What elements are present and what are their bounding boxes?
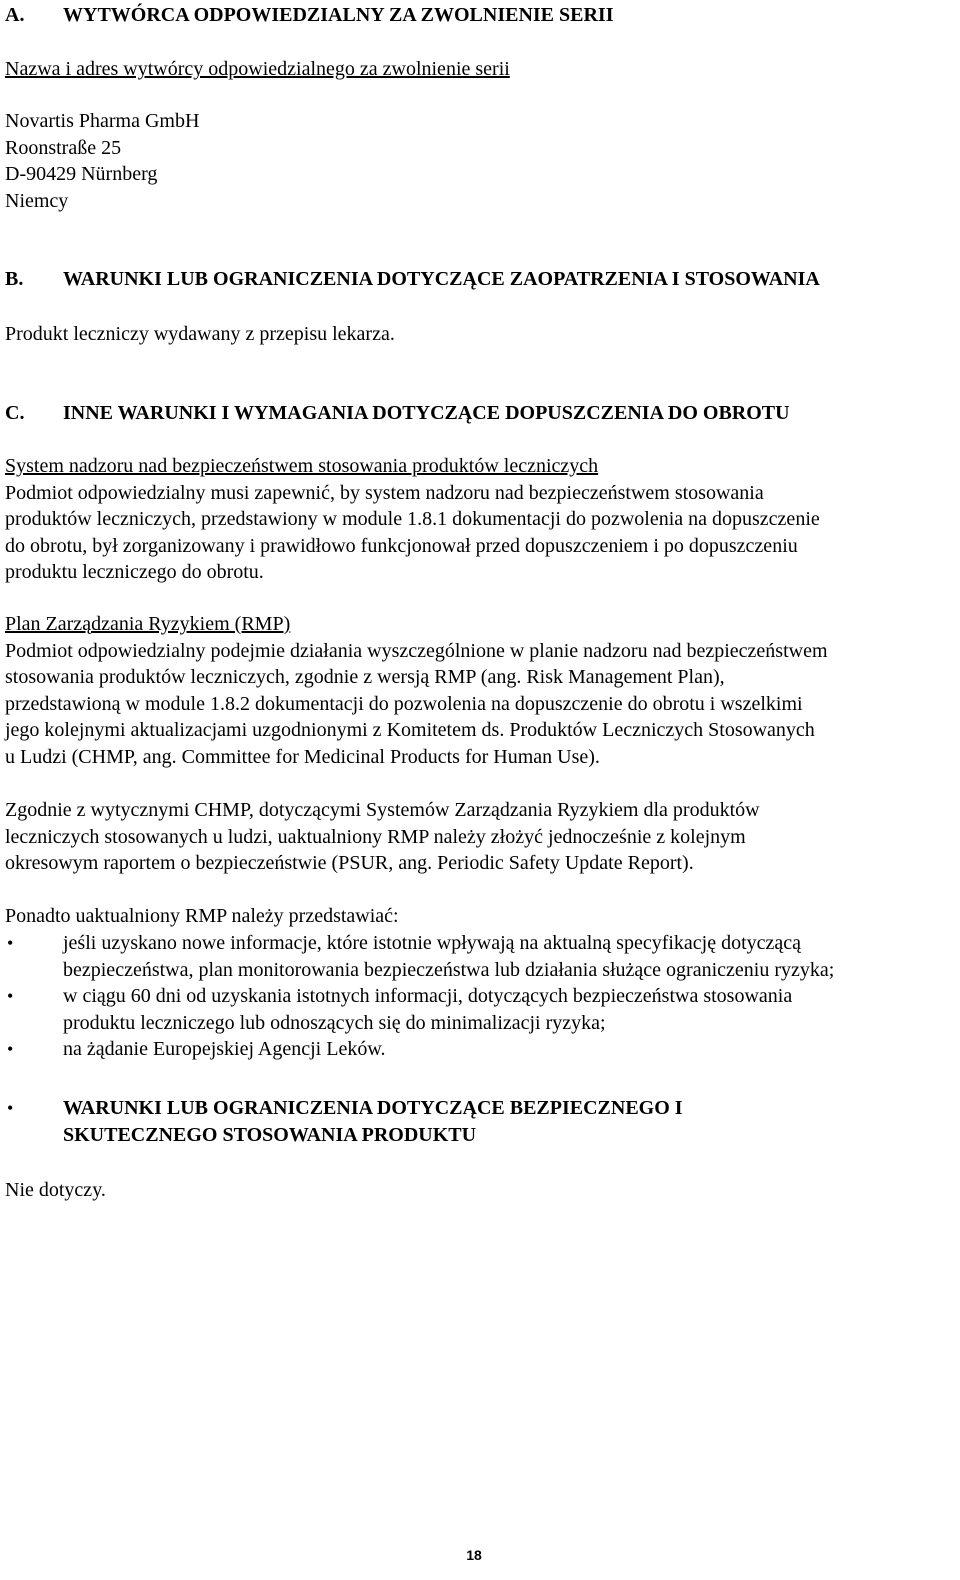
pharmacovigilance-block — [5, 453, 954, 586]
pharmacovigilance-heading: System nadzoru nad bezpieczeństwem stosowania produktów leczniczych — [5, 455, 599, 477]
list-item-line: jeśli uzyskano nowe informacje, które istotnie wpływają na aktualną specyfikację dotyczącą — [63, 932, 802, 954]
bullet-icon: • — [7, 1039, 14, 1059]
paragraph-line: produktów leczniczych, przedstawiony w module 1.8.1 dokumentacji do pozwolenia na dopuszczenie — [5, 508, 820, 530]
paragraph-line: do obrotu, był zorganizowany i prawidłowo funkcjonował przed dopuszczeniem i po dopuszczeniu — [5, 534, 798, 557]
conditions-heading — [5, 1095, 900, 1148]
section-c-title: INNE WARUNKI I WYMAGANIA DOTYCZĄCE DOPUSZCZENIA DO OBROTU — [63, 402, 790, 424]
list-item — [5, 1036, 956, 1063]
list-item-line: w ciągu 60 dni od uzyskania istotnych informacji, dotyczących bezpieczeństwa stosowania — [63, 985, 793, 1007]
rmp-heading: Plan Zarządzania Ryzykiem (RMP) — [5, 613, 291, 635]
section-b-heading — [5, 266, 820, 293]
section-a-heading — [5, 2, 613, 29]
paragraph-line: okresowym raportem o bezpieczeństwie (PSUR, ang. Periodic Safety Update Report). — [5, 852, 694, 874]
rmp-update-list — [5, 930, 956, 1063]
address-line: Novartis Pharma GmbH — [5, 110, 200, 132]
chmp-paragraph — [5, 797, 954, 877]
section-c-letter: C. — [5, 402, 25, 424]
bullet-icon: • — [7, 986, 14, 1006]
list-item — [5, 930, 956, 983]
rmp-block — [5, 611, 954, 770]
paragraph-line: stosowania produktów leczniczych, zgodnie z wersją RMP (ang. Risk Management Plan), — [5, 666, 725, 688]
list-item-line: produktu leczniczego lub odnoszących się do minimalizacji ryzyka; — [63, 1011, 606, 1034]
conditions-heading-line: SKUTECZNEGO STOSOWANIA PRODUKTU — [63, 1123, 477, 1146]
manufacturer-subtitle: Nazwa i adres wytwórcy odpowiedzialnego za zwolnienie serii — [5, 58, 510, 80]
paragraph-line: przedstawioną w module 1.8.2 dokumentacji do pozwolenia na dopuszczenie do obrotu i wszelkimi — [5, 692, 803, 715]
paragraph-line: jego kolejnymi aktualizacjami uzgodnionymi z Komitetem ds. Produktów Leczniczych Stosowanych — [5, 719, 815, 741]
list-item-line: na żądanie Europejskiej Agencji Leków. — [63, 1038, 386, 1060]
list-item — [5, 983, 956, 1036]
conditions-text: Nie dotyczy. — [5, 1179, 106, 1201]
conditions-heading-line: WARUNKI LUB OGRANICZENIA DOTYCZĄCE BEZPIECZNEGO I — [63, 1097, 683, 1119]
paragraph-line: Podmiot odpowiedzialny musi zapewnić, by system nadzoru nad bezpieczeństwem stosowania — [5, 481, 764, 504]
section-b-text: Produkt leczniczy wydawany z przepisu lekarza. — [5, 323, 395, 345]
rmp-update-intro: Ponadto uaktualniony RMP należy przedstawiać: — [5, 905, 399, 927]
manufacturer-address — [5, 108, 954, 214]
section-a-title: WYTWÓRCA ODPOWIEDZIALNY ZA ZWOLNIENIE SERII — [63, 4, 614, 26]
section-a-letter: A. — [5, 4, 25, 26]
address-line: D-90429 Nürnberg — [5, 163, 158, 185]
bullet-icon: • — [7, 1098, 14, 1118]
paragraph-line: u Ludzi (CHMP, ang. Committee for Medicinal Products for Human Use). — [5, 745, 600, 768]
section-b-title: WARUNKI LUB OGRANICZENIA DOTYCZĄCE ZAOPATRZENIA I STOSOWANIA — [63, 268, 820, 290]
address-line: Niemcy — [5, 189, 69, 212]
page-number: 18 — [466, 1547, 482, 1563]
list-item-line: bezpieczeństwa, plan monitorowania bezpieczeństwa lub działania służące ograniczeniu ryzyka; — [63, 958, 835, 981]
section-b-letter: B. — [5, 268, 24, 290]
paragraph-line: Podmiot odpowiedzialny podejmie działania wyszczególnione w planie nadzoru nad bezpieczeństwem — [5, 639, 828, 662]
section-c-heading — [5, 400, 790, 427]
paragraph-line: produktu leczniczego do obrotu. — [5, 561, 264, 583]
bullet-icon: • — [7, 933, 14, 953]
address-line: Roonstraße 25 — [5, 136, 122, 159]
paragraph-line: Zgodnie z wytycznymi CHMP, dotyczącymi Systemów Zarządzania Ryzykiem dla produktów — [5, 799, 760, 821]
paragraph-line: leczniczych stosowanych u ludzi, uaktualniony RMP należy złożyć jednocześnie z kolejnym — [5, 825, 746, 848]
